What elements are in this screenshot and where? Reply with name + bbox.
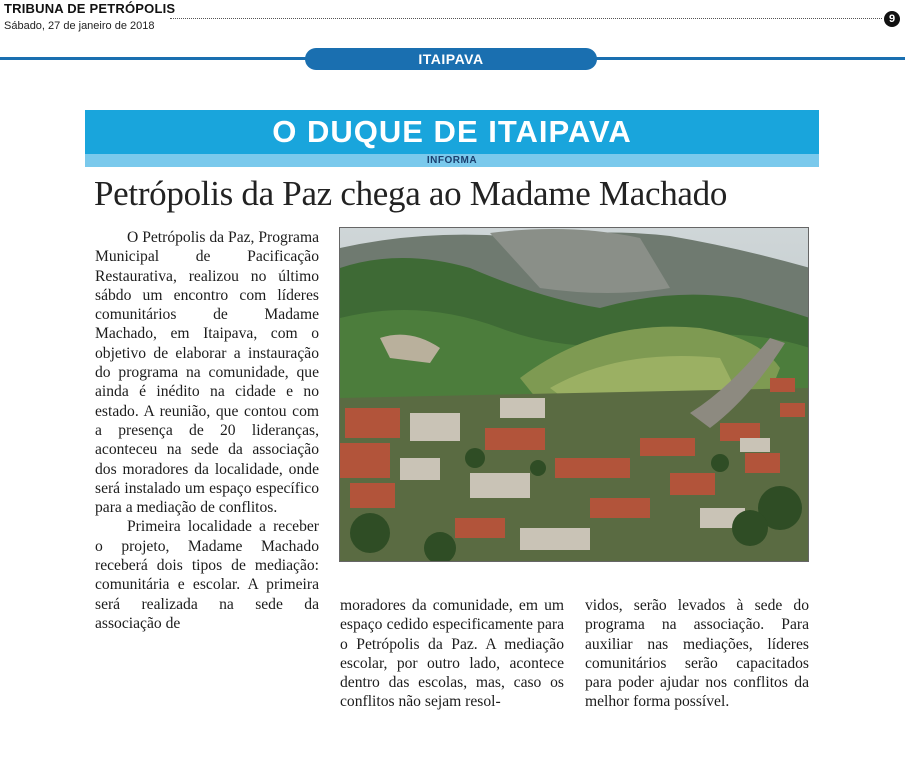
issue-date: Sábado, 27 de janeiro de 2018: [4, 20, 155, 32]
column-banner-title: O DUQUE DE ITAIPAVA: [85, 110, 819, 154]
article-column-1: [95, 228, 319, 633]
article-paragraph: vidos, serão levados à sede do programa na associação. Para auxiliar nas mediações, líderes comunitários serão capacitados para poder ajudar nos conflitos da melhor forma possível.: [585, 597, 809, 711]
article-column-2: [340, 596, 564, 712]
header-dotted-rule: [170, 18, 882, 19]
page-number: 9: [884, 11, 900, 27]
newspaper-name: TRIBUNA DE PETRÓPOLIS: [4, 1, 176, 16]
column-banner-subtitle: INFORMA: [85, 154, 819, 167]
section-label: ITAIPAVA: [305, 48, 597, 70]
article-paragraph: O Petrópolis da Paz, Programa Municipal de Pacificação Restaurativa, realizou no último sábdo um encontro com líderes comunitários de Madame Machado, em Itaipava, com o objetivo de elaborar a instauração do programa na comunidade, que ainda é inédito na cidade e no estado. A reunião, que contou com a presença de 20 lideranças, aconteceu na sede da associação dos moradores da localidade, onde será instalado um espaço específico para a mediação de conflitos.: [95, 229, 319, 517]
article-paragraph: moradores da comunidade, em um espaço cedido especificamente para o Petrópolis da Paz. A mediação escolar, por outro lado, acontece dentro das escolas, mas, caso os conflitos não sejam resol-: [340, 597, 564, 711]
article-column-3: [585, 596, 809, 712]
hillside-neighborhood-photo: [339, 227, 809, 562]
article-headline: Petrópolis da Paz chega ao Madame Machado: [94, 174, 728, 213]
article-paragraph: Primeira localidade a receber o projeto, Madame Machado receberá dois tipos de mediação: comunitária e escolar. A primeira será realizada na sede da associação de: [95, 518, 319, 632]
